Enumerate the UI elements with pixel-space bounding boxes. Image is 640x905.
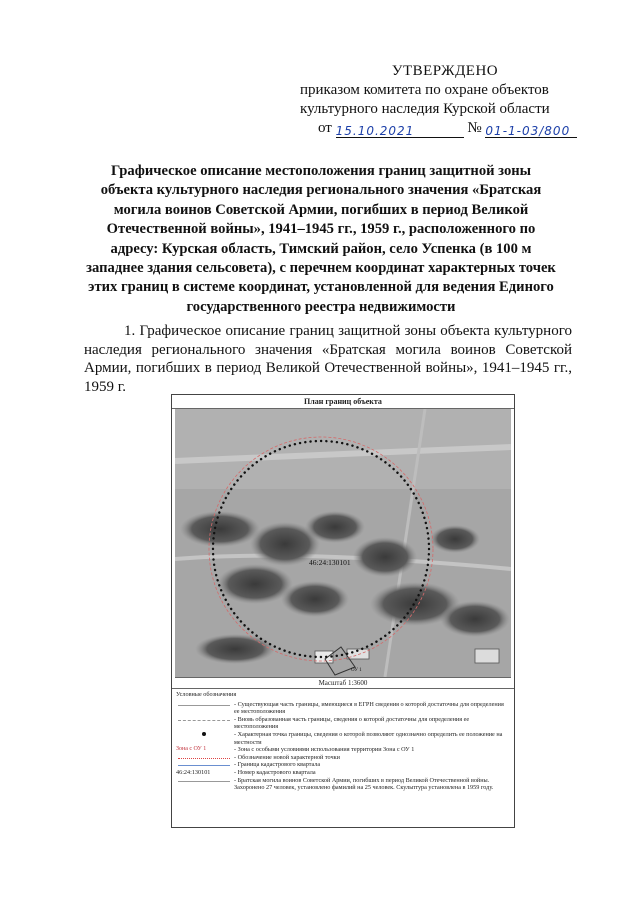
legend-symbol-quarter-number: 46:24:130101 (176, 768, 211, 776)
approval-order-line (318, 119, 590, 138)
approval-title: УТВЕРЖДЕНО (391, 63, 499, 79)
legend-text: - Номер кадастрового квартала (234, 768, 316, 776)
legend-row (176, 754, 510, 762)
document-title: Графическое описание местоположения границ защитной зоны объекта культурного наследия регионального значения «Братская могила воинов Советской Армии, погибших в период Великой Отечественной войны», 1941–1945 гг., 1959 г., расположенного по адресу: Курская область, Тимский район, село Успенка (в 100 м западнее здания сельсовета), с перечнем координат характерных точек этих границ в системе координат, установленной для ведения Единого государственного реестра недвижимости (86, 163, 556, 315)
boundary-plan-figure (171, 394, 515, 828)
map-scale: Масштаб 1:3600 (172, 678, 514, 689)
legend-row (176, 769, 510, 777)
number-handwritten: 01-1-03/800 (485, 124, 571, 138)
legend-symbol-zone: Зона с ОУ 1 (176, 746, 207, 753)
legend-text: - Зона с особыми условиями использования территории Зона с ОУ 1 (234, 746, 415, 754)
legend-text: - Обозначение новой характерной точки (234, 753, 340, 761)
map-svg (175, 409, 511, 677)
legend-text: - Граница кадастрового квартала (234, 761, 321, 769)
number-prefix: № (467, 120, 482, 136)
legend-row (176, 716, 510, 731)
legend-text: - Характерная точка границы, сведения о которой позволяют однозначно определить ее положение на местности (234, 730, 503, 746)
plan-header: План границ объекта (172, 395, 514, 409)
date-field (336, 122, 464, 138)
legend-symbol-new-point (176, 754, 234, 762)
legend-symbol-point (176, 731, 234, 746)
legend-symbol-quarter-boundary (176, 761, 234, 769)
legend-symbol-existing (176, 701, 234, 716)
section-1-paragraph: 1. Графическое описание границ защитной зоны объекта культурного наследия регионального значения «Братская могила воинов Советской Армии, погибших в период Великой Отечественной войны», 1941–1945 гг., 1959 г. (84, 323, 572, 395)
date-handwritten: 15.10.2021 (335, 124, 415, 138)
legend-row (176, 777, 510, 792)
legend-row (176, 731, 510, 746)
legend-text: - Вновь образованная часть границы, сведения о которой достаточны для определения ее местоположения (234, 715, 470, 731)
cadastral-label: 46:24:130101 (309, 558, 351, 567)
legend-symbol-new (176, 716, 234, 731)
legend-text: - Существующая часть границы, имеющиеся в ЕГРН сведения о которой достаточны для определения ее местоположения (234, 700, 504, 716)
approval-line-2: культурного наследия Курской области (300, 101, 550, 117)
legend-symbol-monument (176, 777, 234, 792)
legend-row (176, 746, 510, 754)
approval-block (300, 62, 590, 138)
number-field (485, 122, 577, 138)
object-label: ОУ 1 (351, 668, 362, 673)
legend-title: Условные обозначения (176, 691, 237, 698)
date-prefix: от (318, 120, 332, 136)
legend (172, 689, 514, 794)
aerial-map (175, 409, 511, 678)
legend-text: - Братская могила воинов Советской Армии, погибших в период Великой Отечественной войны. Захоронено 27 человек, установлено фамилий на 25 человек. Скульптура установлена в 1959 году. (234, 776, 494, 792)
legend-row (176, 701, 510, 716)
legend-row (176, 761, 510, 769)
approval-line-1: приказом комитета по охране объектов (300, 82, 549, 98)
